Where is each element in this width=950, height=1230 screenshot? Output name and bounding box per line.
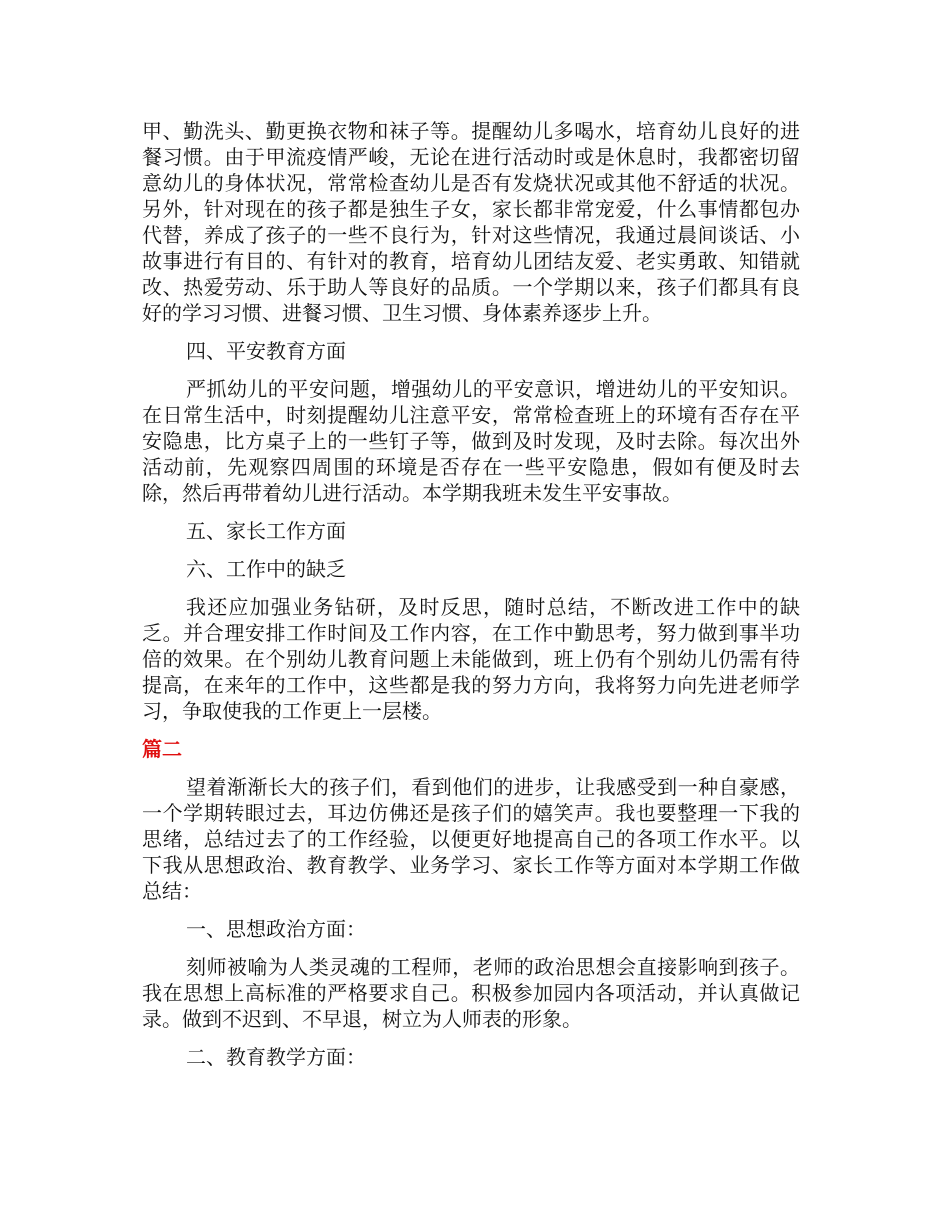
document-page bbox=[142, 118, 800, 1070]
paragraph-shortcomings: 我还应加强业务钻研，及时反思，随时总结，不断改进工作中的缺乏。并合理安排工作时间及工作内容，在工作中勤思考，努力做到事半功倍的效果。在个别幼儿教育问题上未能做到，班上仍有个别幼儿仍需有待提高，在来年的工作中，这些都是我的努力方向，我将努力向先进老师学习，争取使我的工作更上一层楼。 bbox=[142, 595, 800, 723]
section-title-part-two: 篇二 bbox=[142, 737, 182, 761]
heading-parent-work: 五、家长工作方面 bbox=[186, 519, 346, 543]
heading-teaching: 二、教育教学方面： bbox=[186, 1045, 366, 1069]
heading-political-thought: 一、思想政治方面： bbox=[186, 917, 366, 941]
paragraph-hygiene: 甲、勤洗头、勤更换衣物和袜子等。提醒幼儿多喝水，培育幼儿良好的进餐习惯。由于甲流疫情严峻，无论在进行活动时或是休息时，我都密切留意幼儿的身体状况，常常检查幼儿是否有发烧状况或其他不舒适的状况。另外，针对现在的孩子都是独生子女，家长都非常宠爱，什么事情都包办代替，养成了孩子的一些不良行为，针对这些情况，我通过晨间谈话、小故事进行有目的、有针对的教育，培育幼儿团结友爱、老实勇敢、知错就改、热爱劳动、乐于助人等良好的品质。一个学期以来，孩子们都具有良好的学习习惯、进餐习惯、卫生习惯、身体素养逐步上升。 bbox=[142, 119, 800, 325]
paragraph-political-thought: 刻师被喻为人类灵魂的工程师，老师的政治思想会直接影响到孩子。我在思想上高标准的严格要求自己。积极参加园内各项活动，并认真做记录。做到不迟到、不早退，树立为人师表的形象。 bbox=[142, 955, 800, 1031]
paragraph-intro-part-two: 望着渐渐长大的孩子们，看到他们的进步，让我感受到一种自豪感，一个学期转眼过去，耳边仿佛还是孩子们的嬉笑声。我也要整理一下我的思绪，总结过去了的工作经验，以便更好地提高自己的各项工作水平。以下我从思想政治、教育教学、业务学习、家长工作等方面对本学期工作做总结： bbox=[142, 775, 800, 903]
heading-shortcomings: 六、工作中的缺乏 bbox=[186, 557, 346, 581]
paragraph-safety: 严抓幼儿的平安问题，增强幼儿的平安意识，增进幼儿的平安知识。在日常生活中，时刻提醒幼儿注意平安，常常检查班上的环境有否存在平安隐患，比方桌子上的一些钉子等，做到及时发现，及时去除。每次出外活动前，先观察四周围的环境是否存在一些平安隐患，假如有便及时去除，然后再带着幼儿进行活动。本学期我班未发生平安事故。 bbox=[142, 377, 800, 505]
heading-safety-education: 四、平安教育方面 bbox=[186, 339, 346, 363]
